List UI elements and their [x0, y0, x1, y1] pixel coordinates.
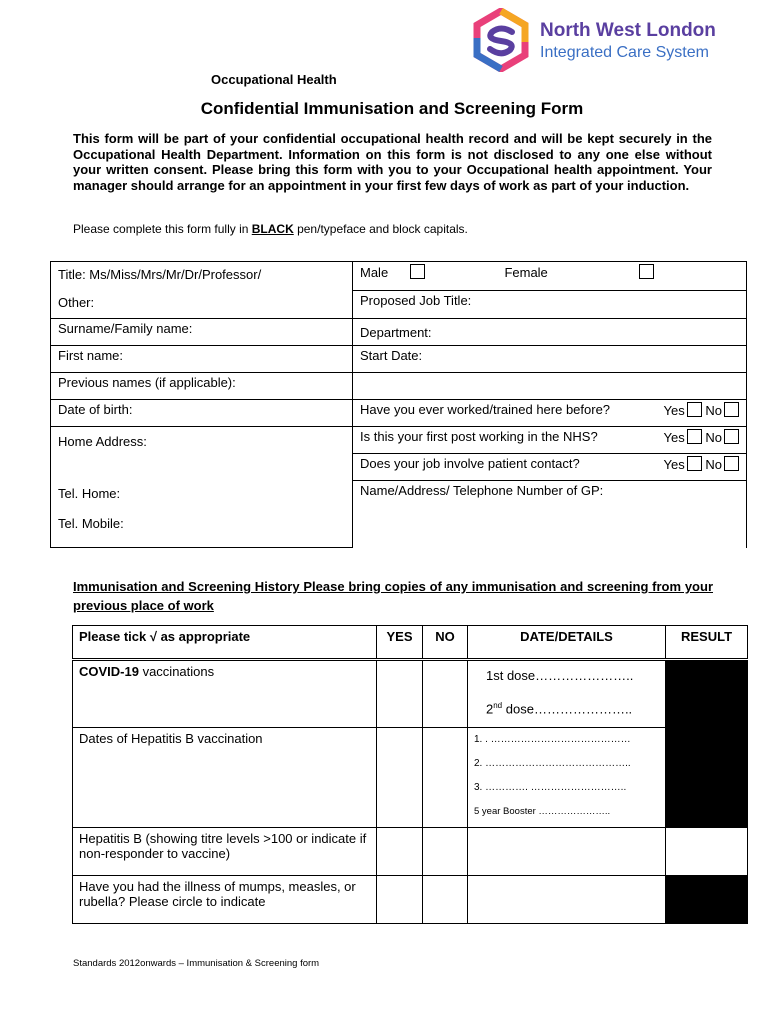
logo-line1: North West London [540, 20, 716, 41]
first-post-no-checkbox[interactable] [724, 429, 739, 444]
mmr-result-blackout [666, 876, 748, 924]
contact-yes-checkbox[interactable] [687, 456, 702, 471]
dob-field[interactable]: Date of birth: [51, 400, 353, 427]
hepb-titre-row [73, 828, 748, 876]
covid-date-cell[interactable] [468, 660, 666, 728]
logo-line2: Integrated Care System [540, 44, 709, 61]
hep-line-1: 1. . …………………………………… [474, 734, 631, 746]
hep-line-2: 2. …………………………………….. [474, 758, 631, 770]
dose-2-sup: nd [493, 701, 503, 710]
gp-field[interactable] [353, 481, 747, 548]
no-label: No [705, 403, 722, 418]
male-checkbox[interactable] [410, 264, 425, 279]
tel-mobile-label: Tel. Mobile: [58, 516, 124, 531]
col-header-no: NO [423, 626, 468, 660]
titre-result-cell[interactable] [666, 828, 748, 876]
blank-field[interactable] [353, 373, 747, 400]
intro-paragraph: This form will be part of your confidential occupational health record and will be kept securely in the Occupational Health Department. Information on this form is not disclosed to any one else without your written consent. Please bring this form with you to your Occupational health appointment. Your manager should arrange for an appointment in your first few days of work as part of your induction. [73, 131, 712, 193]
col-header-tick: Please tick √ as appropriate [73, 626, 377, 660]
covid-yes-cell[interactable] [377, 660, 423, 728]
instructions-black: BLACK [251, 222, 294, 236]
history-heading: Immunisation and Screening History Please bring copies of any immunisation and screening from your previous place of work [73, 579, 713, 613]
mmr-no-cell[interactable] [423, 876, 468, 924]
covid-no-cell[interactable] [423, 660, 468, 728]
dose-1: 1st dose………………….. [486, 668, 634, 683]
col-header-yes: YES [377, 626, 423, 660]
hepb-no-cell[interactable] [423, 728, 468, 828]
female-label: Female [504, 265, 548, 280]
no-label: No [705, 457, 722, 472]
hepb-date-cell[interactable] [468, 728, 666, 828]
covid-rest: vaccinations [138, 664, 215, 679]
address-label: Home Address: [58, 434, 147, 449]
covid-result-blackout [666, 660, 748, 828]
dose-2-num: 2 [486, 701, 494, 717]
mmr-date-cell[interactable] [468, 876, 666, 924]
immunisation-table [72, 625, 748, 924]
mmr-row [73, 876, 748, 924]
worked-yes-checkbox[interactable] [687, 402, 702, 417]
yes-label: Yes [663, 430, 685, 445]
mmr-yes-cell[interactable] [377, 876, 423, 924]
worked-no-checkbox[interactable] [724, 402, 739, 417]
logo-text [540, 20, 716, 64]
title-label: Title: Ms/Miss/Mrs/Mr/Dr/Professor/ [58, 267, 262, 282]
patient-contact-row [353, 454, 747, 481]
surname-field[interactable]: Surname/Family name: [51, 319, 353, 346]
worked-here-row [353, 400, 747, 427]
contact-no-checkbox[interactable] [724, 456, 739, 471]
nwl-logo-icon [472, 8, 530, 72]
gp-label: Name/Address/ Telephone Number of GP: [360, 483, 604, 498]
titre-yes-cell[interactable] [377, 828, 423, 876]
instructions-pre: Please complete this form fully in [73, 222, 252, 236]
previous-names-field[interactable]: Previous names (if applicable): [51, 373, 353, 400]
first-name-field[interactable]: First name: [51, 346, 353, 373]
first-post-yes-checkbox[interactable] [687, 429, 702, 444]
patient-contact-question: Does your job involve patient contact? [360, 456, 580, 471]
department-heading: Occupational Health [211, 72, 337, 87]
col-header-date: DATE/DETAILS [468, 626, 666, 660]
no-label: No [705, 430, 722, 445]
tel-home-label: Tel. Home: [58, 486, 121, 501]
department-label: Department: [360, 325, 432, 340]
first-post-question: Is this your first post working in the NHS? [360, 429, 598, 444]
male-label: Male [360, 265, 389, 280]
hepb-dates-row [73, 728, 748, 828]
hep-booster: 5 year Booster ………………….. [474, 806, 611, 818]
personal-details-table [50, 261, 747, 548]
first-post-row [353, 427, 747, 454]
hepb-yes-cell[interactable] [377, 728, 423, 828]
footer-text: Standards 2012onwards – Immunisation & Screening form [73, 958, 320, 969]
gender-cell [353, 262, 747, 291]
hepb-titre-label: Hepatitis B (showing titre levels >100 or indicate if non-responder to vaccine) [73, 828, 377, 876]
title-cell[interactable] [51, 262, 353, 319]
titre-no-cell[interactable] [423, 828, 468, 876]
covid-label [73, 660, 377, 728]
job-title-field[interactable]: Proposed Job Title: [353, 290, 747, 319]
department-field[interactable] [353, 319, 747, 346]
instructions-post: pen/typeface and block capitals. [293, 222, 468, 236]
address-cell[interactable] [51, 427, 353, 548]
female-checkbox[interactable] [639, 264, 654, 279]
titre-date-cell[interactable] [468, 828, 666, 876]
dose-2-rest: dose………………….. [502, 701, 633, 717]
page-title: Confidential Immunisation and Screening Form [200, 99, 584, 118]
covid-row [73, 660, 748, 728]
dose-2 [474, 691, 659, 724]
hep-line-3: 3. …………. ……………………….. [474, 782, 627, 794]
start-date-field[interactable]: Start Date: [353, 346, 747, 373]
yes-label: Yes [663, 457, 685, 472]
col-header-result: RESULT [666, 626, 748, 660]
other-label: Other: [58, 295, 95, 310]
yes-label: Yes [663, 403, 685, 418]
worked-here-question: Have you ever worked/trained here before? [360, 402, 611, 417]
instructions [73, 222, 468, 236]
covid-bold: COVID-19 [79, 664, 139, 679]
hepb-dates-label: Dates of Hepatitis B vaccination [73, 728, 377, 828]
mmr-label: Have you had the illness of mumps, measles, or rubella? Please circle to indicate [73, 876, 377, 924]
